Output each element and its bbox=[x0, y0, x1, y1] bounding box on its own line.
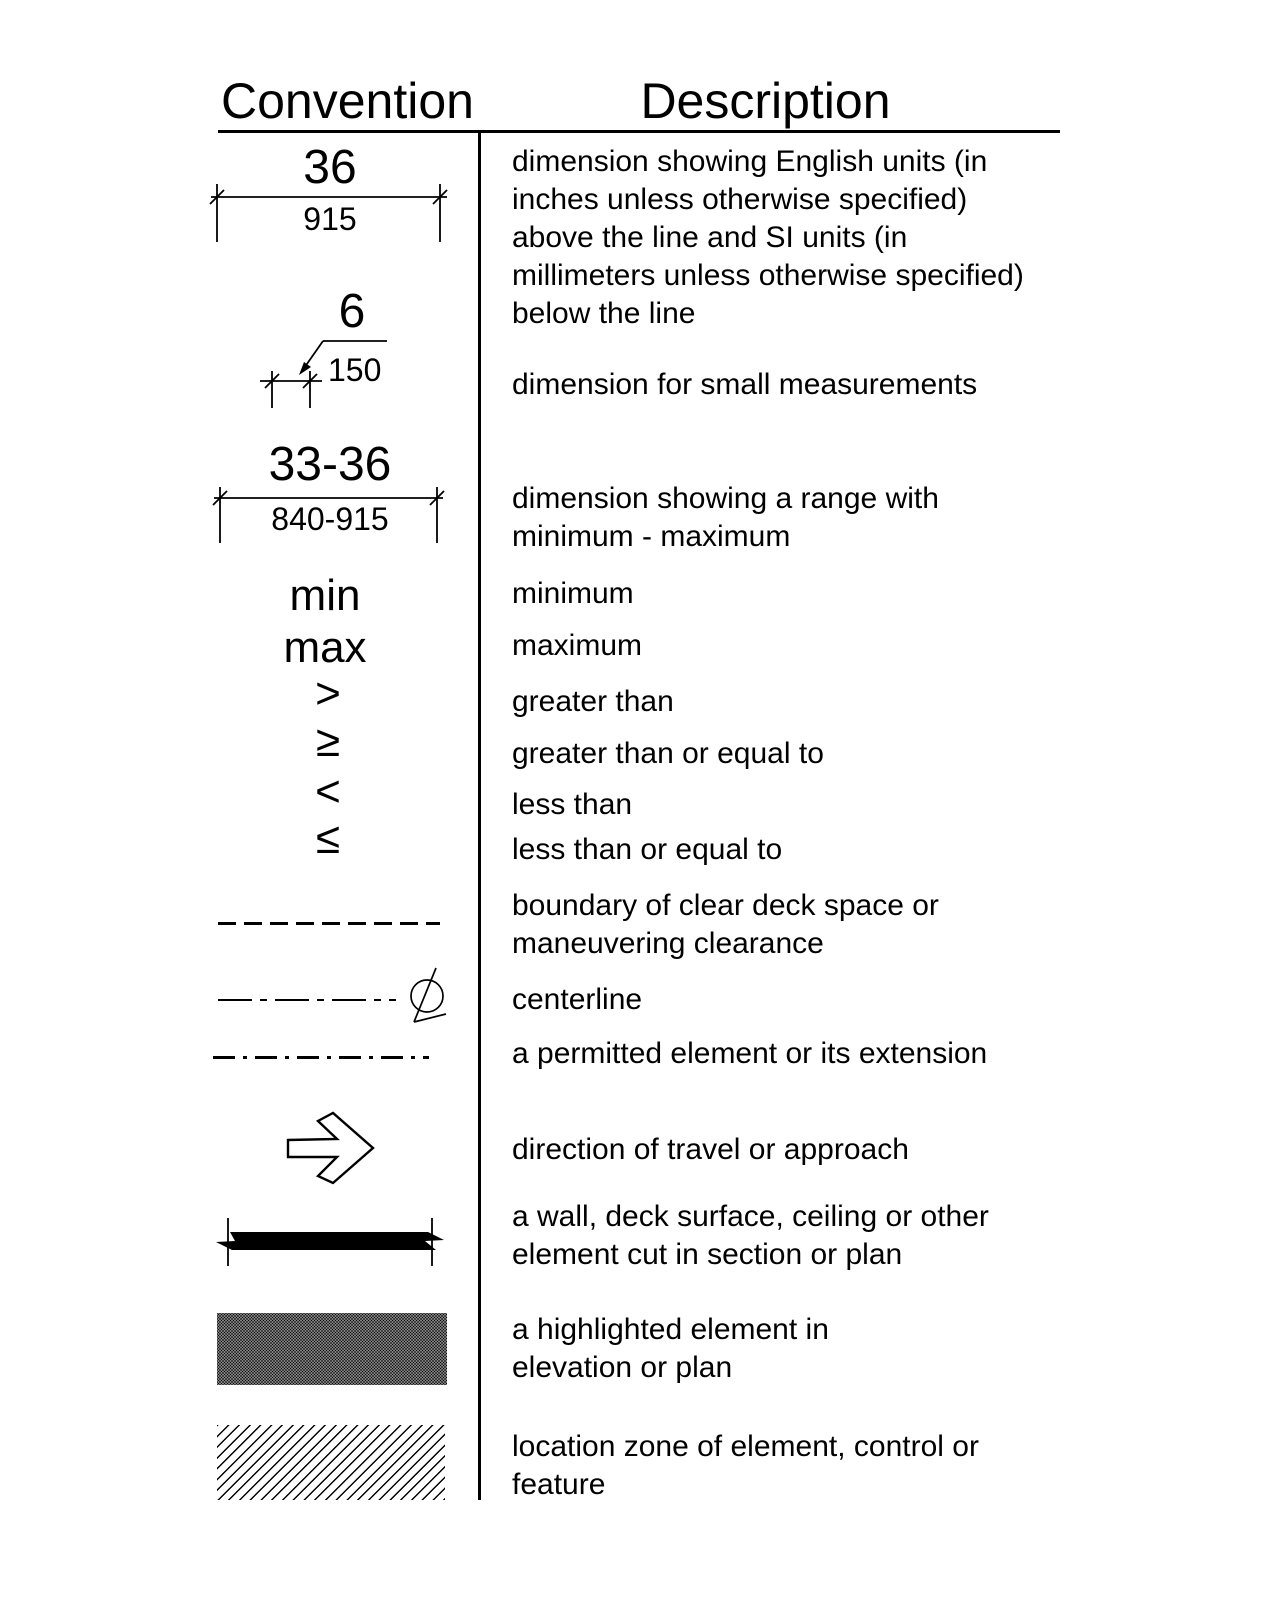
description-block bbox=[512, 683, 674, 721]
description-line: direction of travel or approach bbox=[512, 1133, 909, 1166]
description-line: above the line and SI units (in bbox=[512, 221, 908, 254]
description-line: millimeters unless otherwise specified) bbox=[512, 259, 1024, 292]
description-line: minimum bbox=[512, 577, 634, 610]
description-line: a permitted element or its extension bbox=[512, 1037, 988, 1070]
description-line: feature bbox=[512, 1468, 606, 1501]
range-dimension-value-english: 33-36 bbox=[268, 438, 392, 491]
description-block bbox=[512, 480, 939, 556]
description-block bbox=[512, 735, 824, 773]
description-line: maximum bbox=[512, 629, 643, 662]
description-block bbox=[512, 1428, 979, 1504]
small-dimension-leader-icon bbox=[250, 280, 400, 410]
stipple-highlight-swatch-icon bbox=[217, 1313, 447, 1385]
description-line: dimension showing a range with bbox=[512, 482, 939, 515]
small-dimension-value-si: 150 bbox=[328, 352, 382, 388]
dash-dot-permitted-line-icon bbox=[213, 1056, 429, 1059]
description-line: element cut in section or plan bbox=[512, 1238, 903, 1271]
description-line: less than or equal to bbox=[512, 833, 783, 866]
description-line: boundary of clear deck space or bbox=[512, 889, 939, 922]
min-abbreviation: min bbox=[289, 571, 361, 620]
description-line: a highlighted element in bbox=[512, 1313, 829, 1346]
description-block bbox=[512, 887, 939, 963]
description-block bbox=[512, 1131, 909, 1169]
dashed-boundary-line-icon bbox=[218, 922, 440, 925]
description-line: less than bbox=[512, 788, 633, 821]
section-cut-bar-icon bbox=[200, 1210, 455, 1272]
description-block bbox=[512, 1311, 829, 1387]
description-line: dimension showing English units (in bbox=[512, 145, 988, 178]
description-line: elevation or plan bbox=[512, 1351, 733, 1384]
description-block bbox=[512, 981, 642, 1019]
range-dimension-value-si: 840-915 bbox=[271, 501, 389, 537]
less-than-symbol: < bbox=[315, 767, 341, 816]
description-line: a wall, deck surface, ceiling or other bbox=[512, 1200, 989, 1233]
description-line: inches unless otherwise specified) bbox=[512, 183, 968, 216]
description-line: below the line bbox=[512, 297, 696, 330]
header-rule bbox=[218, 130, 1060, 133]
description-block bbox=[512, 831, 782, 869]
greater-than-symbol: > bbox=[315, 669, 341, 718]
max-abbreviation: max bbox=[283, 623, 367, 672]
description-line: maneuvering clearance bbox=[512, 927, 824, 960]
description-line: dimension for small measurements bbox=[512, 368, 978, 401]
description-block bbox=[512, 366, 977, 404]
description-block bbox=[512, 143, 1024, 333]
description-line: greater than bbox=[512, 685, 674, 718]
hatch-location-zone-swatch-icon bbox=[217, 1425, 445, 1500]
column-header-description: Description bbox=[640, 73, 891, 129]
column-header-convention: Convention bbox=[221, 73, 474, 129]
centerline-icon bbox=[210, 955, 460, 1030]
description-line: location zone of element, control or bbox=[512, 1430, 979, 1463]
description-line: centerline bbox=[512, 983, 643, 1016]
column-divider bbox=[478, 131, 481, 1500]
description-block bbox=[512, 786, 632, 824]
small-dimension-value-english: 6 bbox=[338, 285, 366, 338]
dimension-value-si: 915 bbox=[303, 201, 357, 237]
dimension-value-english: 36 bbox=[303, 141, 357, 194]
description-block bbox=[512, 1198, 989, 1274]
less-equal-symbol: ≤ bbox=[315, 814, 341, 863]
greater-equal-symbol: ≥ bbox=[315, 717, 341, 766]
description-line: greater than or equal to bbox=[512, 737, 824, 770]
description-line: minimum - maximum bbox=[512, 520, 791, 553]
description-block bbox=[512, 1035, 987, 1073]
description-block bbox=[512, 627, 642, 665]
description-block bbox=[512, 575, 634, 613]
direction-of-travel-arrow-icon bbox=[280, 1105, 385, 1190]
